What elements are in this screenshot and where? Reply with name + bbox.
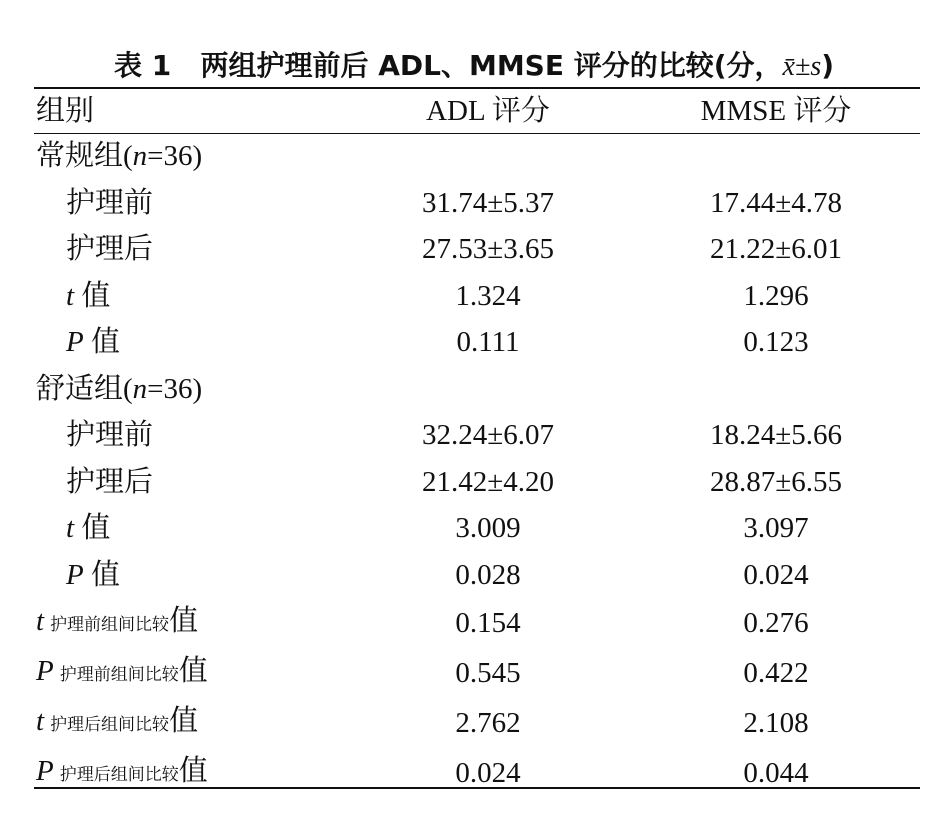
mmse-cell: 0.123 — [743, 326, 809, 359]
row-label: P 值 — [66, 558, 120, 591]
mmse-cell: 18.24±5.66 — [710, 419, 842, 452]
adl-cell: 0.111 — [456, 326, 520, 359]
row-label: 护理后 — [66, 465, 154, 498]
adl-cell: 1.324 — [455, 279, 521, 312]
adl-cell: 2.762 — [455, 707, 521, 739]
caption-close: ) — [821, 49, 835, 82]
comparison-row — [34, 598, 920, 648]
adl-cell: 0.545 — [455, 657, 521, 689]
table-row — [34, 505, 920, 552]
adl-cell: 0.154 — [455, 607, 521, 639]
row-label: P 护理后组间比较值 — [36, 755, 208, 787]
adl-cell: 31.74±5.37 — [422, 186, 554, 219]
adl-cell: 0.024 — [455, 757, 521, 789]
row-label: P 值 — [66, 326, 120, 359]
header-mmse: MMSE 评分 — [700, 95, 852, 127]
table-row — [34, 273, 920, 320]
row-label: 护理前 — [66, 419, 154, 452]
table-row — [34, 412, 920, 459]
header-row — [34, 89, 920, 133]
mmse-cell: 0.422 — [743, 657, 809, 689]
row-label: 护理前 — [66, 186, 154, 219]
group-row-control — [34, 133, 920, 180]
row-label: t 值 — [66, 279, 111, 312]
comparison-table — [34, 89, 920, 798]
mmse-cell: 21.22±6.01 — [710, 233, 842, 266]
adl-cell: 3.009 — [455, 512, 521, 545]
header-group: 组别 — [36, 95, 95, 127]
comparison-row — [34, 698, 920, 748]
caption-stat: x̄±s — [782, 51, 822, 82]
table-row — [34, 459, 920, 506]
mmse-cell: 28.87±6.55 — [710, 465, 842, 498]
row-label: t 护理后组间比较值 — [36, 705, 199, 737]
row-label: t 护理前组间比较值 — [36, 605, 199, 637]
row-label: 护理后 — [66, 233, 154, 266]
mmse-cell: 2.108 — [743, 707, 809, 739]
mmse-cell: 0.024 — [743, 558, 809, 591]
adl-cell: 32.24±6.07 — [422, 419, 554, 452]
mmse-cell: 0.044 — [743, 757, 809, 789]
caption-label: 表 1 — [113, 49, 172, 82]
table-row — [34, 180, 920, 227]
mmse-cell: 0.276 — [743, 607, 809, 639]
mmse-cell: 17.44±4.78 — [710, 186, 842, 219]
group-row-comfort — [34, 366, 920, 413]
comparison-row — [34, 748, 920, 798]
table-caption — [0, 46, 948, 87]
table-row — [34, 319, 920, 366]
header-adl: ADL 评分 — [426, 95, 550, 127]
group-label: 常规组(n=36) — [36, 140, 203, 173]
table-row — [34, 226, 920, 273]
group-label: 舒适组(n=36) — [36, 372, 203, 405]
caption-text: 两组护理前后 ADL、MMSE 评分的比较(分， — [200, 49, 783, 82]
table-row — [34, 552, 920, 599]
adl-cell: 21.42±4.20 — [422, 465, 554, 498]
comparison-row — [34, 648, 920, 698]
row-label: P 护理前组间比较值 — [36, 655, 208, 687]
mmse-cell: 3.097 — [743, 512, 809, 545]
row-label: t 值 — [66, 512, 111, 545]
adl-cell: 0.028 — [455, 558, 521, 591]
adl-cell: 27.53±3.65 — [422, 233, 554, 266]
mmse-cell: 1.296 — [743, 279, 809, 312]
